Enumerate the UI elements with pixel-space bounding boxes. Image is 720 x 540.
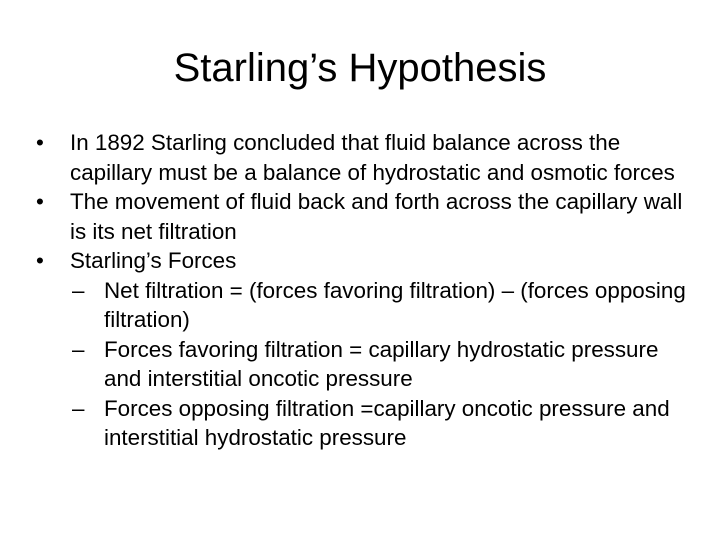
bullet-item [36, 128, 696, 187]
sub-bullet-group [36, 276, 696, 453]
bullet-item [36, 187, 696, 246]
sub-bullet-text: Net filtration = (forces favoring filtration) – (forces opposing filtration) [104, 277, 686, 332]
bullet-marker: • [36, 130, 44, 155]
sub-bullet-item [36, 276, 696, 335]
sub-bullet-text: Forces opposing filtration =capillary oncotic pressure and interstitial hydrostatic pressure [104, 395, 670, 450]
sub-bullet-marker: – [72, 336, 85, 362]
sub-bullet-marker: – [72, 395, 85, 421]
bullet-list [36, 128, 696, 453]
sub-bullet-item [36, 394, 696, 453]
bullet-text: The movement of fluid back and forth across the capillary wall is its net filtration [70, 189, 683, 244]
sub-bullet-marker: – [72, 277, 85, 303]
bullet-marker: • [36, 248, 44, 273]
bullet-text: Starling’s Forces [70, 248, 237, 273]
sub-bullet-text: Forces favoring filtration = capillary hydrostatic pressure and interstitial oncotic pressure [104, 336, 659, 391]
bullet-text: In 1892 Starling concluded that fluid balance across the capillary must be a balance of hydrostatic and osmotic forces [70, 130, 675, 185]
bullet-item [36, 246, 696, 276]
slide-title: Starling’s Hypothesis [173, 46, 547, 90]
sub-bullet-list [36, 276, 696, 453]
bullet-marker: • [36, 189, 44, 214]
sub-bullet-item [36, 335, 696, 394]
